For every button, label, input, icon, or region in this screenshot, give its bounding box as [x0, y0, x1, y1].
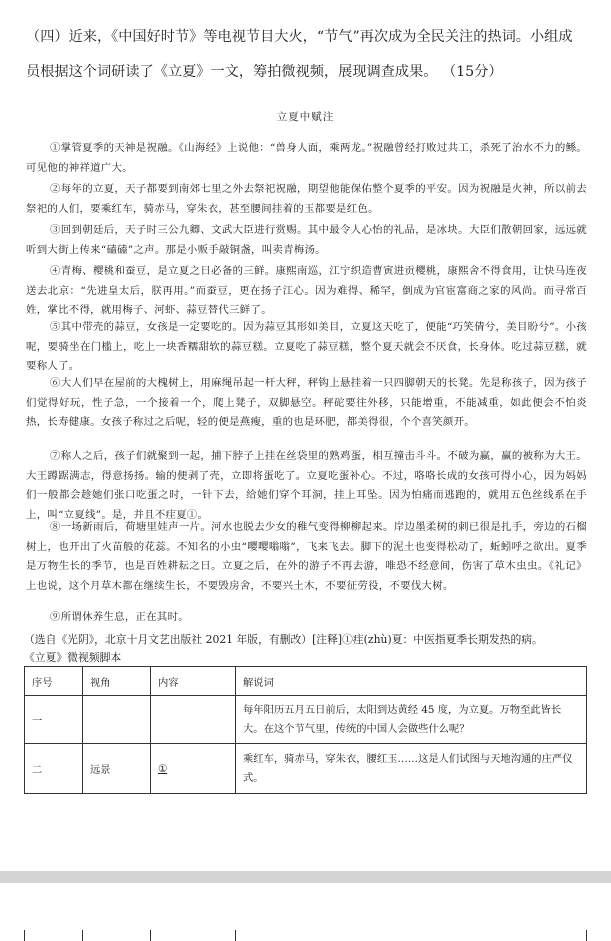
next-table-border — [82, 930, 83, 941]
article-paragraph-4: ④青梅、樱桃和蚕豆，是立夏之日必备的三鲜。康熙南巡，江宁织造曹寅进贡樱桃，康熙舍不得食用，让快马连夜送去北京：“先进皇太后，朕再用。”而蚕豆，更在扬子江心。因为难得、稀罕，倒成为官宦富商之家的风尚。而寻常百姓，掌比不得，就用梅子、河虾、蒜豆替代三鲜了。 — [26, 265, 587, 317]
next-table-border — [24, 930, 25, 941]
row-narration: 每年阳历五月五日前后，太阳到达黄经 45 度，为立夏。万物至此皆长大。在这个节气里，传统的中国人会做些什么呢？ — [236, 696, 587, 744]
article-paragraph-8: ⑧一场新雨后，荷塘里娃声一片。河水也脱去少女的稚气变得柳柳起来。岸边墨柔树的刺已很是扎手，旁边的石榴树上，也开出了火苗般的花蕊。不知名的小虫“嘤嘤嗡嗡”，飞来飞去。脚下的泥土也变得松动了，蚯蚓呼之欲出。夏季是万物生长的季节，也是百姓耕耘之日。立夏之后，在外的游子不再去游，唯恐不经意间，伤害了草木虫虫。《礼记》上也说，这个月草木都在继续生长，不要毁房舍，不要兴土木，不要征劳役，不要伐大树。 — [26, 521, 587, 592]
row-content — [151, 696, 236, 744]
next-table-border — [586, 930, 587, 941]
article-paragraph-3: ③回到朝廷后，天子时三公九卿、文武大臣进行赏赐。其中最令人心怡的礼品，是冰块。大臣们散朝回家，远远就听到大街上传来“磕磕”之声。那是小贩手敲铜盏，叫卖青梅汤。 — [26, 224, 587, 256]
video-script-table — [24, 666, 587, 794]
header-narration: 解说词 — [236, 667, 587, 696]
row-number: 二 — [25, 744, 83, 794]
header-angle: 视角 — [83, 667, 151, 696]
source-note: （选自《光阴》，北京十月文艺出版社 2021 年版，有删改）[注释]①疰(zhù)夏：中医指夏季长期发热的病。 — [24, 633, 543, 646]
article-paragraph-5: ⑤其中带壳的蒜豆，女孩是一定要吃的。因为蒜豆其形如美目，立夏这天吃了，便能“巧笑倩兮，美目盼兮”。小孩呢，要骑坐在门槛上，吃上一块香糯甜软的蒜豆糕。立夏吃了蒜豆糕，整个夏天就会不厌食，长身体。吃过蒜豆糕，就要称人了。 — [26, 321, 587, 373]
row-content — [151, 744, 236, 794]
article-title: 立夏中赋注 — [276, 111, 335, 123]
table-row — [25, 744, 587, 794]
next-table-border — [150, 930, 151, 941]
header-content: 内容 — [151, 667, 236, 696]
row-angle — [83, 696, 151, 744]
table-header-row — [25, 667, 587, 696]
page-separator — [0, 871, 611, 883]
row-angle: 远景 — [83, 744, 151, 794]
answer-blank-1[interactable]: ① — [158, 762, 168, 775]
article-paragraph-1: ①掌管夏季的天神是祝融。《山海经》上说他：“兽身人面，乘两龙。”祝融曾经打败过共工，杀死了治水不力的鲧。可见他的神祥道广大。 — [26, 142, 587, 174]
next-table-border — [235, 930, 236, 941]
article-paragraph-6: ⑥大人们早在屋前的大槐树上，用麻绳吊起一杆大秤，秤钩上悬挂着一只四脚朝天的长凳。先是称孩子，因为孩子们觉得好玩，性子急，一个接着一个，爬上凳子，双脚悬空。秤砣要往外移，只能增重，不能减重，如此便会不怕炎热，长寿健康。女孩子称过之后呢，轻的便是燕瘦，重的也是环肥，都美得很，个个喜笑颜开。 — [26, 377, 587, 429]
row-number: 一 — [25, 696, 83, 744]
table-row — [25, 696, 587, 744]
header-number: 序号 — [25, 667, 83, 696]
question-intro-line-1: （四）近来，《中国好时节》等电视节目大火，“节气”再次成为全民关注的热词。小组成 — [26, 29, 573, 45]
question-intro-line-2: 员根据这个词研读了《立夏》一文，筹拍微视频，展现调查成果。 （15分） — [26, 64, 503, 80]
table-caption: 《立夏》微视频脚本 — [24, 651, 122, 664]
article-paragraph-7: ⑦称人之后，孩子们就聚到一起，捕下脖子上挂在丝袋里的熟鸡蛋，相互撞击斗斗。不破为赢，赢的被称为大王。大王蹲踞满志，得意扬扬。输的便剥了壳，立即将蛋吃了。立夏吃蛋补心。不过，咯咯长成的女孩可得小心，因为妈妈们一般都会趁她们张口吃蛋之时，一针下去，给她们穿个耳洞，挂上耳坠。因为怕痛而逃跑的，就用五色丝线系在手上，叫“立夏线”。是，并且不疰夏①。 — [26, 450, 587, 521]
article-paragraph-9: ⑨所谓休养生息，正在其时。 — [50, 611, 189, 623]
article-paragraph-2: ②每年的立夏，天子都要到南郊七里之外去祭祀祝融，期望他能保佑整个夏季的平安。因为祝融是火神，所以前去祭祀的人们，要乘红车，骑赤马，穿朱衣，甚至腰间挂着的玉都要是红色。 — [26, 183, 587, 215]
row-narration: 乘红车，骑赤马，穿朱衣，腰红玉……这是人们试图与天地沟通的庄严仪式。 — [236, 744, 587, 794]
